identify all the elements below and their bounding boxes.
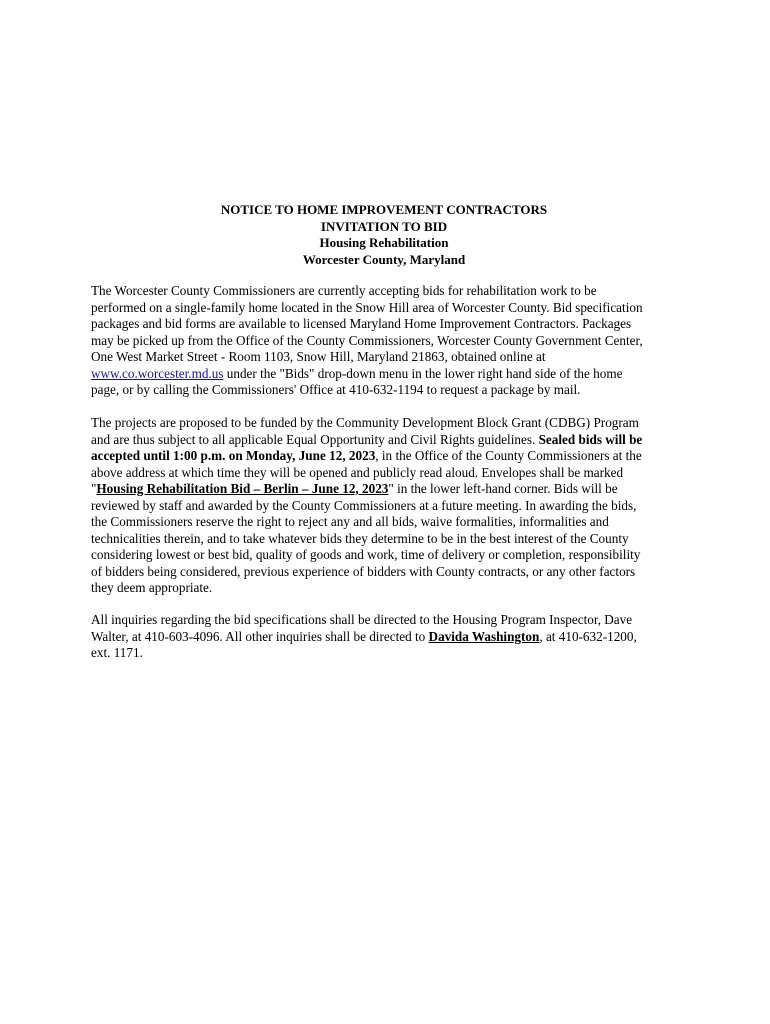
paragraph-line xyxy=(91,629,681,646)
paragraph-line xyxy=(91,432,681,449)
paragraph-line: One West Market Street - Room 1103, Snow Hill, Maryland 21863, obtained online at xyxy=(91,349,546,364)
heading-location: Worcester County, Maryland xyxy=(302,251,466,267)
paragraph-line: may be picked up from the Office of the County Commissioners, Worcester County Government Center, xyxy=(91,332,643,348)
paragraph-text: " xyxy=(91,481,97,496)
county-website-link[interactable]: www.co.worcester.md.us xyxy=(91,365,224,381)
paragraph-inquiries xyxy=(91,612,681,662)
paragraph-line: reviewed by staff and awarded by the County Commissioners at a future meeting. In awarding the bids, xyxy=(91,497,637,513)
paragraph-line: The Worcester County Commissioners are currently accepting bids for rehabilitation work to be xyxy=(91,283,597,298)
paragraph-line: packages and bid forms are available to licensed Maryland Home Improvement Contractors. Packages xyxy=(91,316,632,331)
bid-deadline-emphasis: accepted until 1:00 p.m. on Monday, June 12, 2023 xyxy=(91,448,376,463)
paragraph-text: , at 410-632-1200, xyxy=(539,628,637,644)
paragraph-line: of bidders being considered, previous experience of bidders with County contracts, or any other factors xyxy=(91,563,636,579)
paragraph-text: and are thus subject to all applicable Equal Opportunity and Civil Rights guidelines. xyxy=(91,431,539,447)
paragraph-line-with-link xyxy=(91,366,681,383)
heading-title: NOTICE TO HOME IMPROVEMENT CONTRACTORS xyxy=(220,202,548,217)
heading-program: Housing Rehabilitation xyxy=(319,235,449,250)
contact-name-emphasis: Davida Washington xyxy=(428,628,540,644)
paragraph-line: above address at which time they will be opened and publicly read aloud. Envelopes shall be marked xyxy=(91,464,624,480)
paragraph-line: considering lowest or best bid, quality of goods and work, time of delivery or completion, responsibility xyxy=(91,547,641,562)
sealed-bids-emphasis: Sealed bids will be xyxy=(538,431,643,447)
paragraph-bid-availability xyxy=(91,283,681,399)
heading-invitation: INVITATION TO BID xyxy=(320,218,448,234)
paragraph-line: page, or by calling the Commissioners' Office at 410-632-1194 to request a package by mail. xyxy=(91,382,581,397)
paragraph-text: under the "Bids" drop-down menu in the lower right hand side of the home xyxy=(223,365,623,381)
notice-heading xyxy=(90,202,678,268)
envelope-marking-emphasis: Housing Rehabilitation Bid – Berlin – June 12, 2023 xyxy=(96,481,389,496)
paragraph-text: Walter, at 410-603-4096. All other inquiries shall be directed to xyxy=(91,628,429,644)
paragraph-line: performed on a single-family home located in the Snow Hill area of Worcester County. Bid specification xyxy=(91,299,643,315)
paragraph-text: " in the lower left-hand corner. Bids will be xyxy=(388,481,618,496)
paragraph-text: , in the Office of the County Commissioners at the xyxy=(375,448,642,463)
paragraph-line: All inquiries regarding the bid specifications shall be directed to the Housing Program Inspector, Dave xyxy=(91,612,633,627)
paragraph-line: The projects are proposed to be funded by the Community Development Block Grant (CDBG) Program xyxy=(91,415,639,430)
paragraph-line: they deem appropriate. xyxy=(91,580,213,595)
paragraph-line: technicalities therein, and to take whatever bids they determine to be in the best interest of the County xyxy=(91,530,629,546)
paragraph-line: the Commissioners reserve the right to reject any and all bids, waive formalities, informalities and xyxy=(91,514,609,529)
paragraph-line xyxy=(91,448,681,465)
paragraph-funding-and-terms xyxy=(91,415,681,597)
paragraph-line xyxy=(91,481,681,498)
paragraph-line: ext. 1171. xyxy=(91,645,143,660)
